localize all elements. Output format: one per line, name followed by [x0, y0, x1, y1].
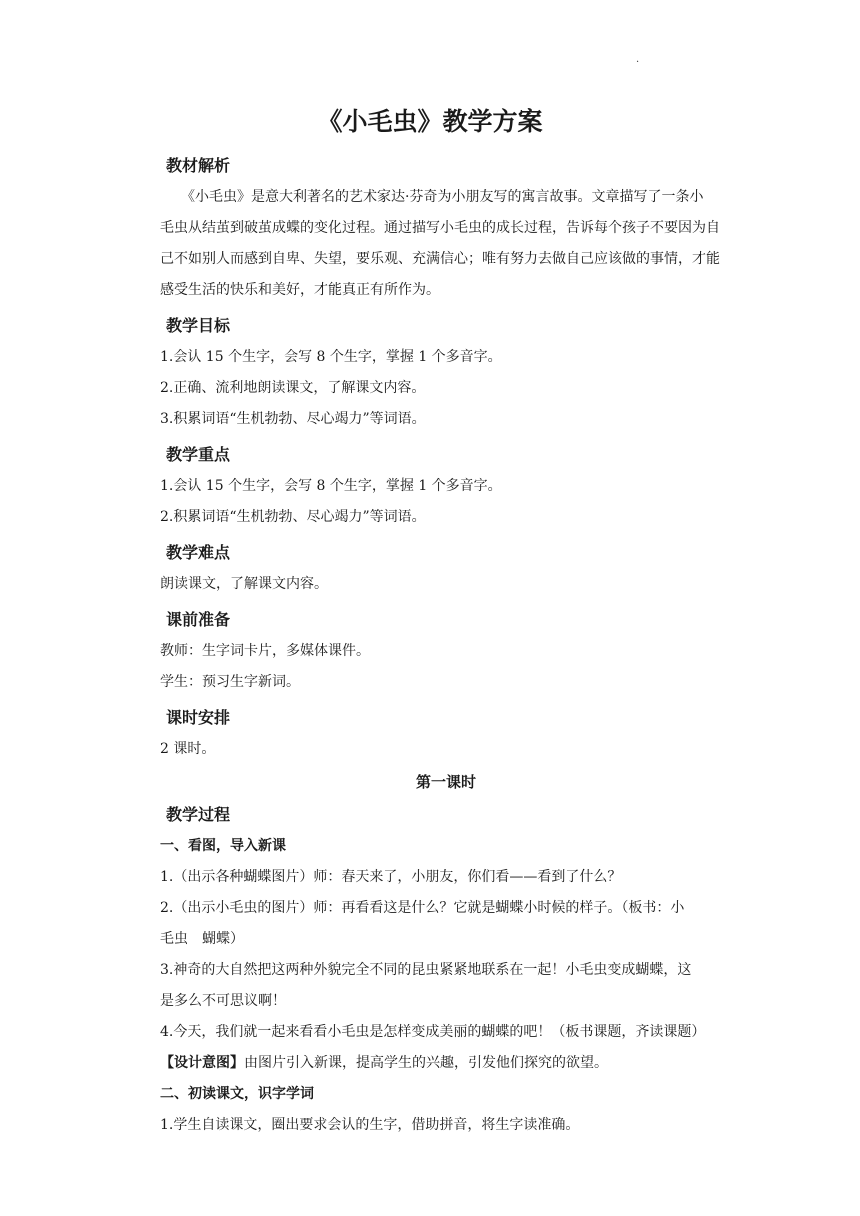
part-1-item-2-line-2: 毛虫 蝴蝶）	[160, 931, 244, 947]
lesson-1-title: 第一课时	[415, 773, 476, 791]
schedule-text: 2 课时。	[160, 741, 216, 757]
analysis-line-4: 感受生活的快乐和美好，才能真正有所作为。	[160, 282, 440, 298]
key-point-2: 2.积累词语“生机勃勃、尽心竭力”等词语。	[160, 509, 426, 525]
heading-analysis: 教材解析	[166, 156, 231, 175]
preparation-student: 学生：预习生字新词。	[160, 674, 300, 690]
goal-item-2: 2.正确、流利地朗读课文，了解课文内容。	[160, 380, 426, 396]
part-2-item-1: 1.学生自读课文，圈出要求会认的生字，借助拼音，将生字读准确。	[160, 1117, 580, 1133]
part-1-item-3-line-2: 是多么不可思议啊！	[160, 993, 286, 1009]
difficulties-text: 朗读课文，了解课文内容。	[160, 576, 328, 592]
analysis-line-1: 《小毛虫》是意大利著名的艺术家达·芬奇为小朋友写的寓言故事。文章描写了一条小	[160, 189, 704, 205]
part-1-item-4: 4.今天，我们就一起来看看小毛虫是怎样变成美丽的蝴蝶的吧！（板书课题，齐读课题）	[160, 1024, 706, 1040]
heading-process: 教学过程	[166, 805, 231, 824]
design-intent	[160, 1048, 732, 1079]
goal-item-3: 3.积累词语“生机勃勃、尽心竭力”等词语。	[160, 411, 426, 427]
key-point-1: 1.会认 15 个生字，会写 8 个生字，掌握 1 个多音字。	[160, 478, 502, 494]
heading-goals: 教学目标	[166, 316, 231, 335]
document-body	[160, 150, 732, 1141]
part-1-item-1: 1.（出示各种蝴蝶图片）师：春天来了，小朋友，你们看——看到了什么？	[160, 869, 622, 885]
analysis-line-3: 己不如别人而感到自卑、失望，要乐观、充满信心；唯有努力去做自己应该做的事情，才能	[160, 251, 720, 267]
goal-item-1: 1.会认 15 个生字，会写 8 个生字，掌握 1 个多音字。	[160, 349, 502, 365]
design-intent-label: 【设计意图】	[160, 1055, 244, 1071]
preparation-teacher: 教师：生字词卡片，多媒体课件。	[160, 643, 370, 659]
heading-key-points: 教学重点	[166, 445, 231, 464]
analysis-line-2: 毛虫从结茧到破茧成蝶的变化过程。通过描写小毛虫的成长过程，告诉每个孩子不要因为自	[160, 220, 720, 236]
heading-schedule: 课时安排	[166, 708, 231, 727]
part-1-item-2-line-1: 2.（出示小毛虫的图片）师：再看看这是什么？它就是蝴蝶小时候的样子。（板书：小	[160, 900, 685, 916]
document-title: 《小毛虫》教学方案	[317, 107, 543, 136]
part-2-heading: 二、初读课文，识字学词	[160, 1086, 314, 1102]
heading-preparation: 课前准备	[166, 610, 231, 629]
heading-difficulties: 教学难点	[166, 543, 231, 562]
part-1-item-3-line-1: 3.神奇的大自然把这两种外貌完全不同的昆虫紧紧地联系在一起！小毛虫变成蝴蝶，这	[160, 962, 692, 978]
header-mark: ·	[636, 57, 640, 68]
design-intent-text: 由图片引入新课，提高学生的兴趣，引发他们探究的欲望。	[244, 1055, 608, 1071]
part-1-heading: 一、看图，导入新课	[160, 838, 286, 854]
